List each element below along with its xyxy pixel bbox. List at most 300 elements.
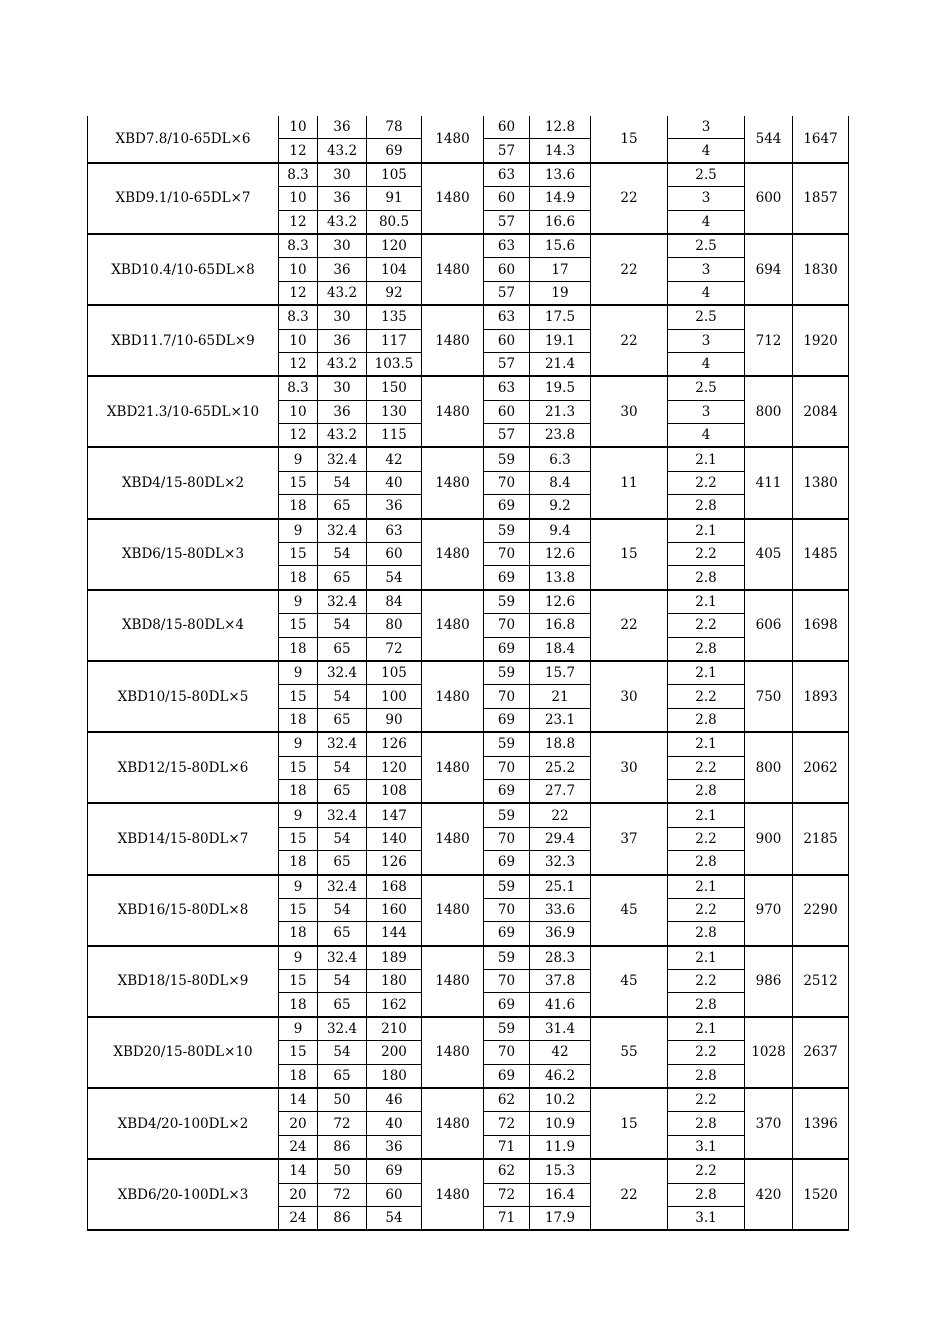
model-cell: XBD18/15-80DL×9 [88,946,279,1017]
head-cell: 105 [367,661,422,685]
speed-cell: 1480 [422,590,484,661]
efficiency-cell: 70 [484,827,530,850]
flow-m3h-cell: 10 [279,258,318,281]
model-cell: XBD21.3/10-65DL×10 [88,376,279,447]
shaft-power-cell: 23.8 [530,424,591,448]
shaft-power-cell: 9.4 [530,519,591,543]
npsh-cell: 2.2 [668,471,745,494]
efficiency-cell: 60 [484,258,530,281]
head-cell: 54 [367,566,422,590]
price-cell: 1830 [793,234,849,305]
price-cell: 1380 [793,447,849,518]
flow-m3h-cell: 9 [279,732,318,756]
shaft-power-cell: 42 [530,1041,591,1064]
speed-cell: 1480 [422,163,484,234]
flow-ls-cell: 54 [318,685,367,708]
npsh-cell: 2.2 [668,756,745,779]
head-cell: 40 [367,1112,422,1135]
flow-ls-cell: 72 [318,1183,367,1206]
table-row [88,305,849,329]
efficiency-cell: 57 [484,281,530,305]
head-cell: 117 [367,329,422,352]
flow-ls-cell: 32.4 [318,661,367,685]
head-cell: 69 [367,1159,422,1183]
shaft-power-cell: 18.4 [530,637,591,661]
head-cell: 100 [367,685,422,708]
npsh-cell: 2.8 [668,708,745,732]
npsh-cell: 3 [668,329,745,352]
efficiency-cell: 72 [484,1183,530,1206]
efficiency-cell: 63 [484,163,530,187]
model-cell: XBD20/15-80DL×10 [88,1017,279,1088]
npsh-cell: 4 [668,281,745,305]
motor-power-cell: 22 [591,305,668,376]
efficiency-cell: 57 [484,139,530,163]
price-cell: 1485 [793,519,849,590]
price-cell: 2084 [793,376,849,447]
weight-cell: 694 [745,234,793,305]
flow-ls-cell: 50 [318,1159,367,1183]
npsh-cell: 3 [668,400,745,423]
flow-ls-cell: 65 [318,851,367,875]
flow-m3h-cell: 9 [279,875,318,899]
head-cell: 168 [367,875,422,899]
npsh-cell: 2.2 [668,1041,745,1064]
efficiency-cell: 57 [484,352,530,376]
table-row [88,163,849,187]
flow-m3h-cell: 12 [279,424,318,448]
table-row [88,116,849,139]
flow-ls-cell: 72 [318,1112,367,1135]
flow-m3h-cell: 18 [279,566,318,590]
flow-m3h-cell: 15 [279,970,318,993]
npsh-cell: 2.1 [668,1017,745,1041]
flow-m3h-cell: 18 [279,1064,318,1088]
npsh-cell: 2.2 [668,614,745,637]
price-cell: 2512 [793,946,849,1017]
efficiency-cell: 70 [484,614,530,637]
head-cell: 40 [367,471,422,494]
flow-ls-cell: 54 [318,756,367,779]
table-row [88,732,849,756]
shaft-power-cell: 19.5 [530,376,591,400]
flow-m3h-cell: 8.3 [279,234,318,258]
flow-m3h-cell: 15 [279,827,318,850]
head-cell: 126 [367,732,422,756]
efficiency-cell: 70 [484,756,530,779]
flow-m3h-cell: 8.3 [279,305,318,329]
model-cell: XBD12/15-80DL×6 [88,732,279,803]
flow-m3h-cell: 10 [279,116,318,139]
flow-ls-cell: 50 [318,1088,367,1112]
speed-cell: 1480 [422,1017,484,1088]
efficiency-cell: 59 [484,590,530,614]
npsh-cell: 4 [668,210,745,234]
speed-cell: 1480 [422,447,484,518]
price-cell: 2290 [793,875,849,946]
price-cell: 1647 [793,116,849,163]
efficiency-cell: 72 [484,1112,530,1135]
head-cell: 36 [367,495,422,519]
shaft-power-cell: 10.2 [530,1088,591,1112]
efficiency-cell: 70 [484,685,530,708]
npsh-cell: 4 [668,424,745,448]
efficiency-cell: 70 [484,898,530,921]
head-cell: 42 [367,447,422,471]
shaft-power-cell: 17.5 [530,305,591,329]
motor-power-cell: 30 [591,376,668,447]
npsh-cell: 2.8 [668,851,745,875]
npsh-cell: 2.1 [668,447,745,471]
price-cell: 2637 [793,1017,849,1088]
efficiency-cell: 63 [484,234,530,258]
npsh-cell: 2.8 [668,566,745,590]
model-cell: XBD14/15-80DL×7 [88,803,279,874]
head-cell: 80.5 [367,210,422,234]
efficiency-cell: 71 [484,1135,530,1159]
model-cell: XBD4/20-100DL×2 [88,1088,279,1159]
shaft-power-cell: 11.9 [530,1135,591,1159]
model-cell: XBD10/15-80DL×5 [88,661,279,732]
flow-m3h-cell: 15 [279,756,318,779]
weight-cell: 712 [745,305,793,376]
model-cell: XBD4/15-80DL×2 [88,447,279,518]
flow-m3h-cell: 24 [279,1206,318,1230]
speed-cell: 1480 [422,803,484,874]
speed-cell: 1480 [422,732,484,803]
model-cell: XBD16/15-80DL×8 [88,875,279,946]
flow-ls-cell: 43.2 [318,352,367,376]
shaft-power-cell: 17 [530,258,591,281]
table-row [88,1159,849,1183]
weight-cell: 606 [745,590,793,661]
model-cell: XBD6/15-80DL×3 [88,519,279,590]
flow-m3h-cell: 9 [279,519,318,543]
flow-m3h-cell: 9 [279,803,318,827]
flow-m3h-cell: 18 [279,708,318,732]
efficiency-cell: 69 [484,1064,530,1088]
flow-m3h-cell: 18 [279,779,318,803]
shaft-power-cell: 6.3 [530,447,591,471]
flow-m3h-cell: 9 [279,447,318,471]
efficiency-cell: 62 [484,1088,530,1112]
weight-cell: 600 [745,163,793,234]
table-row [88,1088,849,1112]
flow-ls-cell: 32.4 [318,590,367,614]
head-cell: 63 [367,519,422,543]
head-cell: 144 [367,922,422,946]
weight-cell: 900 [745,803,793,874]
price-cell: 1857 [793,163,849,234]
table-row [88,447,849,471]
npsh-cell: 2.8 [668,1183,745,1206]
flow-ls-cell: 65 [318,637,367,661]
motor-power-cell: 37 [591,803,668,874]
flow-ls-cell: 32.4 [318,519,367,543]
npsh-cell: 3.1 [668,1206,745,1230]
efficiency-cell: 62 [484,1159,530,1183]
motor-power-cell: 22 [591,1159,668,1230]
table-row [88,946,849,970]
motor-power-cell: 15 [591,116,668,163]
head-cell: 36 [367,1135,422,1159]
npsh-cell: 4 [668,352,745,376]
flow-m3h-cell: 20 [279,1112,318,1135]
shaft-power-cell: 19.1 [530,329,591,352]
flow-ls-cell: 36 [318,400,367,423]
price-cell: 1698 [793,590,849,661]
shaft-power-cell: 32.3 [530,851,591,875]
head-cell: 91 [367,187,422,210]
flow-m3h-cell: 18 [279,922,318,946]
shaft-power-cell: 41.6 [530,993,591,1017]
flow-ls-cell: 32.4 [318,732,367,756]
table-row [88,590,849,614]
flow-ls-cell: 36 [318,329,367,352]
speed-cell: 1480 [422,1088,484,1159]
shaft-power-cell: 12.6 [530,590,591,614]
shaft-power-cell: 21.4 [530,352,591,376]
efficiency-cell: 69 [484,495,530,519]
head-cell: 69 [367,139,422,163]
efficiency-cell: 69 [484,637,530,661]
flow-m3h-cell: 15 [279,685,318,708]
flow-ls-cell: 65 [318,708,367,732]
price-cell: 2185 [793,803,849,874]
efficiency-cell: 60 [484,329,530,352]
efficiency-cell: 70 [484,970,530,993]
npsh-cell: 3 [668,116,745,139]
flow-ls-cell: 65 [318,1064,367,1088]
flow-ls-cell: 65 [318,495,367,519]
motor-power-cell: 11 [591,447,668,518]
head-cell: 126 [367,851,422,875]
npsh-cell: 2.2 [668,970,745,993]
price-cell: 2062 [793,732,849,803]
shaft-power-cell: 36.9 [530,922,591,946]
flow-ls-cell: 30 [318,234,367,258]
efficiency-cell: 59 [484,1017,530,1041]
head-cell: 104 [367,258,422,281]
flow-ls-cell: 54 [318,614,367,637]
shaft-power-cell: 17.9 [530,1206,591,1230]
flow-ls-cell: 30 [318,376,367,400]
head-cell: 90 [367,708,422,732]
head-cell: 180 [367,1064,422,1088]
head-cell: 92 [367,281,422,305]
flow-ls-cell: 54 [318,471,367,494]
efficiency-cell: 59 [484,803,530,827]
price-cell: 1893 [793,661,849,732]
efficiency-cell: 71 [484,1206,530,1230]
speed-cell: 1480 [422,305,484,376]
table-row [88,1017,849,1041]
efficiency-cell: 69 [484,993,530,1017]
flow-m3h-cell: 14 [279,1159,318,1183]
shaft-power-cell: 31.4 [530,1017,591,1041]
head-cell: 189 [367,946,422,970]
head-cell: 78 [367,116,422,139]
flow-ls-cell: 54 [318,827,367,850]
speed-cell: 1480 [422,875,484,946]
head-cell: 103.5 [367,352,422,376]
price-cell: 1520 [793,1159,849,1230]
head-cell: 105 [367,163,422,187]
flow-m3h-cell: 12 [279,210,318,234]
flow-ls-cell: 32.4 [318,1017,367,1041]
npsh-cell: 2.1 [668,661,745,685]
pump-spec-table [87,116,849,1231]
flow-ls-cell: 30 [318,305,367,329]
shaft-power-cell: 12.8 [530,116,591,139]
flow-ls-cell: 32.4 [318,875,367,899]
flow-m3h-cell: 10 [279,187,318,210]
flow-m3h-cell: 9 [279,590,318,614]
weight-cell: 970 [745,875,793,946]
efficiency-cell: 59 [484,661,530,685]
speed-cell: 1480 [422,376,484,447]
shaft-power-cell: 25.1 [530,875,591,899]
table-row [88,519,849,543]
speed-cell: 1480 [422,234,484,305]
npsh-cell: 2.5 [668,234,745,258]
flow-m3h-cell: 18 [279,637,318,661]
flow-m3h-cell: 12 [279,352,318,376]
flow-m3h-cell: 15 [279,471,318,494]
shaft-power-cell: 16.8 [530,614,591,637]
flow-ls-cell: 65 [318,566,367,590]
efficiency-cell: 70 [484,1041,530,1064]
flow-m3h-cell: 8.3 [279,376,318,400]
table-row [88,376,849,400]
efficiency-cell: 69 [484,779,530,803]
table-row [88,661,849,685]
npsh-cell: 2.1 [668,732,745,756]
head-cell: 80 [367,614,422,637]
speed-cell: 1480 [422,946,484,1017]
npsh-cell: 2.8 [668,637,745,661]
shaft-power-cell: 16.6 [530,210,591,234]
weight-cell: 411 [745,447,793,518]
head-cell: 135 [367,305,422,329]
shaft-power-cell: 13.6 [530,163,591,187]
motor-power-cell: 22 [591,590,668,661]
efficiency-cell: 57 [484,424,530,448]
efficiency-cell: 69 [484,708,530,732]
npsh-cell: 2.2 [668,898,745,921]
npsh-cell: 2.1 [668,519,745,543]
weight-cell: 544 [745,116,793,163]
model-cell: XBD10.4/10-65DL×8 [88,234,279,305]
shaft-power-cell: 14.9 [530,187,591,210]
npsh-cell: 2.8 [668,1112,745,1135]
npsh-cell: 3 [668,187,745,210]
weight-cell: 750 [745,661,793,732]
shaft-power-cell: 16.4 [530,1183,591,1206]
head-cell: 140 [367,827,422,850]
shaft-power-cell: 22 [530,803,591,827]
model-cell: XBD7.8/10-65DL×6 [88,116,279,163]
npsh-cell: 4 [668,139,745,163]
table-row [88,234,849,258]
flow-ls-cell: 32.4 [318,946,367,970]
shaft-power-cell: 29.4 [530,827,591,850]
head-cell: 60 [367,543,422,566]
npsh-cell: 2.8 [668,495,745,519]
flow-m3h-cell: 9 [279,661,318,685]
shaft-power-cell: 33.6 [530,898,591,921]
flow-m3h-cell: 10 [279,329,318,352]
head-cell: 130 [367,400,422,423]
efficiency-cell: 69 [484,922,530,946]
weight-cell: 405 [745,519,793,590]
model-cell: XBD11.7/10-65DL×9 [88,305,279,376]
efficiency-cell: 63 [484,376,530,400]
flow-m3h-cell: 20 [279,1183,318,1206]
shaft-power-cell: 15.6 [530,234,591,258]
efficiency-cell: 70 [484,471,530,494]
shaft-power-cell: 8.4 [530,471,591,494]
weight-cell: 1028 [745,1017,793,1088]
flow-ls-cell: 43.2 [318,139,367,163]
shaft-power-cell: 23.1 [530,708,591,732]
npsh-cell: 2.1 [668,590,745,614]
shaft-power-cell: 12.6 [530,543,591,566]
price-cell: 1396 [793,1088,849,1159]
head-cell: 120 [367,756,422,779]
motor-power-cell: 30 [591,732,668,803]
model-cell: XBD8/15-80DL×4 [88,590,279,661]
motor-power-cell: 15 [591,1088,668,1159]
shaft-power-cell: 15.7 [530,661,591,685]
shaft-power-cell: 15.3 [530,1159,591,1183]
head-cell: 46 [367,1088,422,1112]
weight-cell: 370 [745,1088,793,1159]
npsh-cell: 2.1 [668,946,745,970]
shaft-power-cell: 14.3 [530,139,591,163]
npsh-cell: 2.5 [668,305,745,329]
npsh-cell: 2.1 [668,875,745,899]
head-cell: 162 [367,993,422,1017]
flow-ls-cell: 54 [318,970,367,993]
flow-ls-cell: 32.4 [318,803,367,827]
shaft-power-cell: 21.3 [530,400,591,423]
flow-ls-cell: 54 [318,1041,367,1064]
shaft-power-cell: 13.8 [530,566,591,590]
efficiency-cell: 60 [484,187,530,210]
shaft-power-cell: 25.2 [530,756,591,779]
flow-m3h-cell: 12 [279,281,318,305]
flow-ls-cell: 65 [318,993,367,1017]
efficiency-cell: 59 [484,946,530,970]
table-row [88,803,849,827]
shaft-power-cell: 9.2 [530,495,591,519]
flow-m3h-cell: 18 [279,495,318,519]
flow-ls-cell: 65 [318,922,367,946]
flow-m3h-cell: 24 [279,1135,318,1159]
npsh-cell: 3 [668,258,745,281]
flow-m3h-cell: 12 [279,139,318,163]
npsh-cell: 2.1 [668,803,745,827]
flow-ls-cell: 86 [318,1135,367,1159]
shaft-power-cell: 19 [530,281,591,305]
flow-m3h-cell: 18 [279,851,318,875]
head-cell: 84 [367,590,422,614]
flow-ls-cell: 36 [318,258,367,281]
flow-ls-cell: 36 [318,116,367,139]
shaft-power-cell: 10.9 [530,1112,591,1135]
npsh-cell: 2.2 [668,1159,745,1183]
